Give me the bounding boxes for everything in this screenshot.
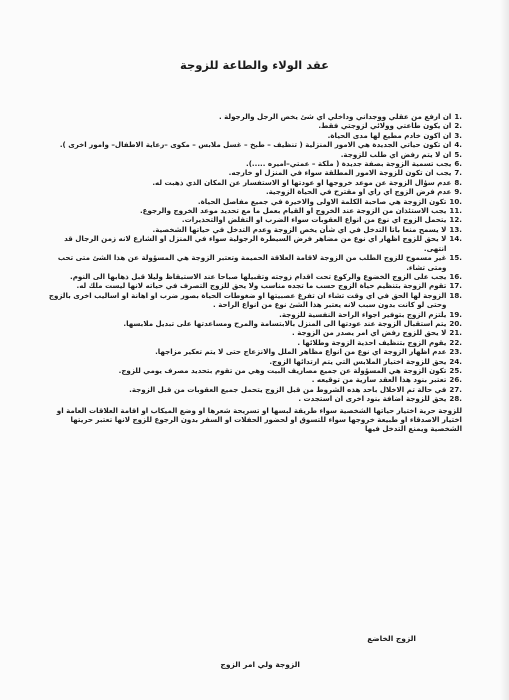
clause-text: يجب ان تكون للزوجة الامور المطلقة سواء في المنزل او خارجه. — [228, 168, 452, 178]
clause-text: تكون الزوجة هي صاحبة الكلمة الاولى والاخيرة في جميع مفاصل الحياة. — [197, 196, 447, 206]
clause-item — [42, 215, 462, 224]
clause-number: .5 — [454, 149, 462, 159]
clause-number: .7 — [454, 168, 462, 178]
clause-text: تقوم الزوجة بتنظيم حياة الزوج حسب ما تجده مناسب ولا يحق للزوج التصرف في حياته لانها ليست ملك له. — [76, 281, 447, 291]
clause-number: .13 — [449, 224, 462, 234]
clause-text: في حالة تم الاخلال باحد هذه الشروط من قبل الزوج يتحمل جميع العقوبات من قبل الزوجة. — [129, 384, 447, 394]
clause-number: .27 — [449, 384, 462, 394]
clause-item — [42, 168, 462, 177]
clause-number: .4 — [454, 140, 462, 150]
clause-item — [42, 347, 462, 356]
clause-number: .17 — [449, 281, 462, 291]
clause-item — [42, 357, 462, 366]
clause-text: عدم سؤال الزوجة عن موعد خروجها او عودتها او الاستفسار عن المكان الذي ذهبت له. — [152, 177, 452, 187]
clause-number: .23 — [449, 347, 462, 357]
clause-number: .1 — [454, 112, 462, 121]
clause-item — [42, 253, 462, 272]
clause-number: .3 — [454, 130, 462, 140]
clause-number: .16 — [449, 271, 462, 281]
clause-item — [42, 366, 462, 375]
clause-text: الزوجة لها الحق في اي وقت تشاء ان تفرغ عصبيتها او ضغوطات الحياة بصور ضرب او اهانة او اساليب اخرى بالزوج وحتى لو كانت بدون سبب لانه يعتبر هذا الشئ نوع من انواع الراحة . — [48, 290, 447, 310]
clause-number: .26 — [449, 375, 462, 385]
clause-item — [42, 131, 462, 140]
clause-number: .10 — [449, 196, 462, 206]
clause-number: .24 — [449, 356, 462, 366]
clause-item — [42, 385, 462, 394]
clause-text: لا يحق للزوج اظهار اي نوع من مضاهر فرض السيطرة الرجولية سواء في المنزل او الشارع لانه زمن الرجال قد انتهى. — [64, 234, 447, 253]
clause-item — [42, 338, 462, 347]
clause-item — [42, 319, 462, 328]
clause-list — [42, 112, 462, 434]
clause-number: .22 — [449, 337, 462, 347]
clause-number: .6 — [454, 159, 462, 169]
clause-text: ان ارفع من عقلي ووجداني وداخلي اي شئ يخص الرجل والرجولة . — [218, 112, 452, 121]
clause-text: لا يحق للزوج رفض اي امر يصدر من الزوجة . — [292, 328, 447, 338]
clause-number: .28 — [449, 394, 462, 404]
clause-number: .19 — [449, 309, 462, 319]
clause-item — [42, 394, 462, 403]
clause-item — [42, 159, 462, 168]
clause-number: .15 — [449, 253, 462, 263]
postscript-paragraph — [42, 406, 462, 434]
clause-text: ان تكون حياتي الجديدة هي الامور المنزلية ( تنظيف – طبخ – غسل ملابس – مكوى –رعاية الاطفال– وامور اخرى ). — [59, 140, 452, 150]
clause-text: يحق للزوجة اضافة بنود اخرى ان استجدت . — [298, 394, 447, 404]
clause-item — [42, 310, 462, 319]
clause-item — [42, 150, 462, 159]
clause-text: تعتبر بنود هذا العقد سارية من توقيعه . — [311, 375, 447, 385]
clause-item — [42, 328, 462, 337]
clause-item — [42, 272, 462, 281]
wife-signature-label: الزوجة ولي امر الزوج — [220, 660, 300, 669]
clause-text: تكون الزوجة هي المسؤولة عن جميع مصاريف البيت وهي من تقوم بتحديد مصرف يومي للزوج. — [118, 365, 447, 375]
clause-text: يحق للزوجة اختيار الملابس التي يتم ارتدائها الزوج. — [269, 356, 447, 366]
clause-item — [42, 140, 462, 149]
clause-text: يجب الاستئذان من الزوجة عند الخروج او القيام بعمل ما مع تحديد موعد الخروج والرجوع. — [139, 206, 447, 216]
clause-text: عدم فرض الزوج اي راي او مقترح في الحياة الزوجية. — [265, 187, 452, 197]
clause-text: ان لا يتم رفض اي طلب للزوجة. — [340, 149, 452, 159]
clause-text: يلتزم الزوج بتوفير اجواء الراحة النفسية للزوجة. — [279, 309, 447, 319]
clause-item — [42, 281, 462, 290]
clause-number: .25 — [449, 365, 462, 375]
clause-item — [42, 112, 462, 121]
clause-item — [42, 225, 462, 234]
document-title: عقد الولاء والطاعة للزوجة — [179, 58, 330, 72]
clause-text: يتم استقبال الزوجة عند عودتها الى المنزل بالابتسامة والمرح ومساعدتها على تبديل ملابسها. — [123, 318, 447, 328]
clause-number: .2 — [454, 121, 462, 131]
clause-number: .14 — [449, 234, 462, 244]
clause-item — [42, 206, 462, 215]
page-edge-shadow — [500, 0, 509, 700]
clause-text: غير مسموح للزوج الطلب من الزوجة لاقامة العلاقة الحميمة وتعتبر الزوجة هي المسؤولة عن هذا الشئ متى تحب ومتى تشاء. — [57, 253, 447, 272]
clause-number: .9 — [454, 187, 462, 197]
clause-item — [42, 178, 462, 187]
clause-item — [42, 375, 462, 384]
clause-number: .18 — [449, 290, 462, 300]
clause-item — [42, 291, 462, 310]
clause-number: .12 — [449, 215, 462, 225]
clause-item — [42, 187, 462, 196]
clause-text: يتحمل الزوج اي نوع من انواع العقوبات سواء الضرب او التفلض اوالتحذيرات. — [181, 215, 447, 225]
clause-number: .21 — [449, 328, 462, 338]
postscript-text: للزوجة حرية اختيار حياتها الشخصية سواء طريقة لبسها او تسريحة شعرها او وضع الميكاب او اقامة العلاقات العامة او اختيار الاصدقاء او طبيعة خروجها سواء للتسوق او لحضور الحفلات او السفر بدون الرجوع للزوج لانها تعتبر حريتها الشخصية ويمنع التدخل فيها — [56, 405, 462, 434]
clause-item — [42, 121, 462, 130]
clause-item — [42, 234, 462, 253]
husband-signature-label: الزوج الخاضع — [367, 634, 416, 643]
clause-text: يقوم الزوج بتنظيف احذية الزوجة وطلائها . — [297, 337, 447, 347]
clause-text: يجب على الزوج الخضوع والركوع تحت اقدام زوجته وتقبيلها صباحا عند الاستيقاظ وليلا قبل ذهابها الى النوم. — [70, 271, 447, 281]
clause-text: ان يكون طاعتي وولائي لزوجتي فقط. — [318, 121, 452, 131]
clause-number: .8 — [454, 177, 462, 187]
clause-text: ان اكون خادم مطيع لها مدى الحياة. — [327, 130, 452, 140]
clause-text: لا يسمح منعا باتا التدخل في اي شأن يخص الزوجة وعدم التدخل في حياتها الشخصية. — [152, 224, 447, 234]
clause-number: .11 — [449, 206, 462, 216]
clause-text: عدم اظهار الزوجة اي نوع من انواع مظاهر الملل والانزعاج حتى لا يتم تعكير مزاجها. — [155, 347, 447, 357]
clause-item — [42, 197, 462, 206]
clause-number: .20 — [449, 318, 462, 328]
clause-text: يجب تسمية الزوجة بصفة جديدة ( ملكة – عمتي–اميره .....). — [246, 159, 452, 169]
